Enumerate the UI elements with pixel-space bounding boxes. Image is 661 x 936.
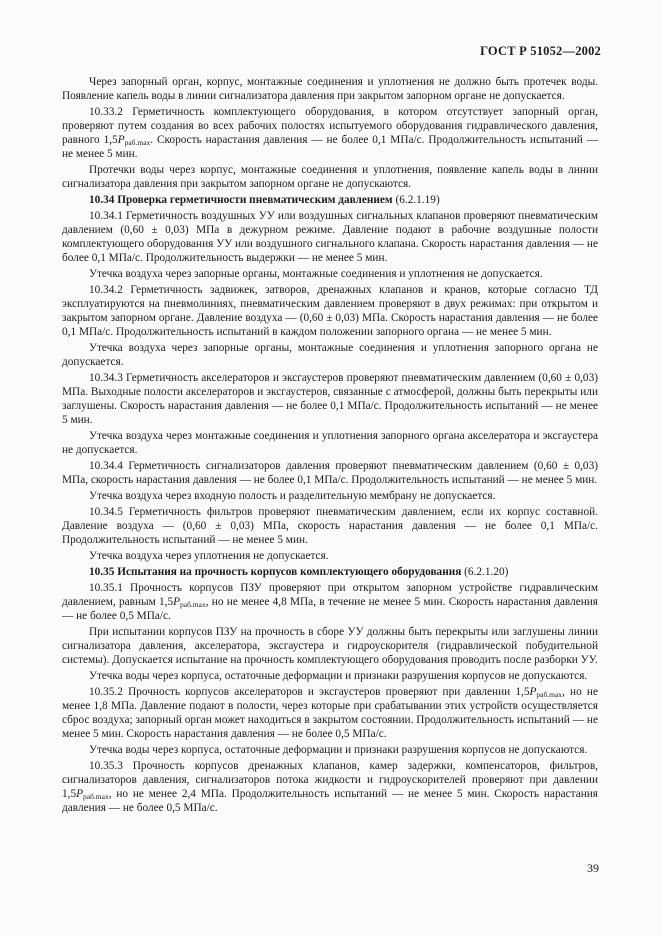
paragraph-leak-water-2: Утечка воды через корпуса, остаточные деформации и признаки разрушения корпусов не допускаются.: [89, 744, 588, 756]
paragraph-pzu-testing: При испытании корпусов ПЗУ на прочность в сборе УУ должны быть перекрыты или заглушены линии сигнализатора давления, акселератора, эксгаустера и гидроускорителя (гидравлической побудительной системы). Допускается испытание на прочность комплектующего оборудования проводить после разборки УУ.: [62, 626, 598, 666]
paragraph-leak-air-4: Утечка воздуха через входную полость и разделительную мембрану не допускается.: [89, 490, 496, 502]
paragraph-10-35-1-post: , но не менее 4,8 МПа, в течение не менее 5 мин. Скорость нарастания давления — не более 0,5 МПа/с.: [62, 596, 599, 622]
pressure-symbol: P: [529, 686, 537, 698]
paragraph-leak-air-2: Утечка воздуха через запорные органы, монтажные соединения и уплотнения запорного органа не допускается.: [62, 342, 598, 368]
paragraph-10-35-2-pre: 10.35.2 Прочность корпусов акселераторов и эксгаустеров проверяют при давлении 1,5: [89, 686, 530, 698]
section-10-35-heading: [62, 565, 598, 579]
paragraph-10-35-1: [62, 581, 598, 623]
pressure-subscript: раб.max: [83, 792, 109, 801]
paragraph-10-35-3-pre: 10.35.3 Прочность корпусов дренажных клапанов, камер задержки, компенсаторов, фильтров, сигнализаторов давления, сигнализаторов потока жидкости и гидроускорителей проверяют при давлении 1,5: [62, 760, 598, 800]
section-10-34-ref: (6.2.1.19): [395, 194, 440, 206]
section-10-34-title: 10.34 Проверка герметичности пневматическим давлением: [89, 194, 393, 206]
paragraph-10-34-1: 10.34.1 Герметичность воздушных УУ или воздушных сигнальных клапанов проверяют пневматическим давлением (0,60 ± 0,03) МПа в дежурном режиме. Давление подают в рабочие воздушные полости комплектующего оборудования УУ или воздушного сигнального клапана. Скорость нарастания давления — не более 0,1 МПа/с. Продолжительность выдержки — не менее 5 мин.: [62, 210, 598, 264]
paragraph-10-33-2: [62, 105, 598, 161]
paragraph-leak-water: Протечки воды через корпус, монтажные соединения и уплотнения, появление капель воды в линии сигнализатора давления при закрытом запорном органе не допускаются.: [62, 164, 598, 190]
pressure-symbol: P: [117, 134, 125, 146]
standard-header: ГОСТ Р 51052—2002: [480, 44, 601, 58]
paragraph-leak-water-1: Утечка воды через корпуса, остаточные деформации и признаки разрушения корпусов не допускаются.: [89, 670, 588, 682]
pressure-symbol: P: [76, 788, 84, 800]
paragraph-no-leaks: Через запорный орган, корпус, монтажные соединения и уплотнения не должно быть протечек воды. Появление капель воды в линии сигнализатора давления при закрытом запорном органе не допускается.: [62, 76, 598, 102]
paragraph-10-34-3: 10.34.3 Герметичность акселераторов и эксгаустеров проверяют пневматическим давлением (0,60 ± 0,03) МПа. Выходные полости акселераторов и эксгаустеров, связанные с атмосферой, должны быть перекрыты или заглушены. Скорость нарастания давления — не более 0,1 МПа/с. Продолжительность испытаний — не менее 5 мин.: [62, 372, 598, 426]
paragraph-10-35-1-pre: 10.35.1 Прочность корпусов ПЗУ проверяют при открытом запорном устройстве гидравлическим давлением, равным 1,5: [62, 582, 598, 608]
pressure-subscript: раб.max: [124, 138, 151, 147]
paragraph-10-34-4: 10.34.4 Герметичность сигнализаторов давления проверяют пневматическим давлением (0,60 ± 0,03) МПа, скорость нарастания давления — не более 0,1 МПа/с. Продолжительность испытаний — не менее 5 мин.: [62, 460, 598, 486]
paragraph-10-35-2: [62, 685, 598, 741]
pressure-subscript: раб.max: [180, 600, 206, 609]
paragraph-leak-air-5: Утечка воздуха через уплотнения не допускается.: [89, 550, 329, 562]
section-10-35-ref: (6.2.1.20): [464, 566, 509, 578]
paragraph-10-35-2-post: , но не менее 1,8 МПа. Давление подают в полости, через которые при срабатывании этих устройств осуществляется сброс воздуха; запорный орган может находиться в закрытом состоянии. Продолжительность испытаний — не менее 5 мин. Скорость нарастания давления — не более 0,5 МПа/с.: [62, 686, 598, 740]
paragraph-10-35-3: [62, 759, 598, 815]
paragraph-10-33-2-pre: 10.33.2 Герметичность комплектующего оборудования, в котором отсутствует запорный орган, проверяют путем создания во всех рабочих полостях испытуемого оборудования гидравлического давления, равного 1,5: [62, 106, 598, 146]
section-10-35-title: 10.35 Испытания на прочность корпусов комплектующего оборудования: [89, 566, 462, 578]
page-number: 39: [587, 861, 599, 875]
pressure-subscript: раб.max: [536, 690, 563, 699]
document-body: [62, 75, 598, 817]
pressure-symbol: P: [173, 596, 181, 608]
paragraph-leak-air-1: Утечка воздуха через запорные органы, монтажные соединения и уплотнения не допускается.: [89, 268, 543, 280]
paragraph-10-33-2-post: . Скорость нарастания давления — не более 0,1 МПа/с. Продолжительность испытаний — не менее 5 мин.: [62, 134, 598, 160]
paragraph-10-35-3-post: , но не менее 2,4 МПа. Продолжительность испытаний — не менее 5 мин. Скорость нарастания давления — не более 0,5 МПа/с.: [62, 788, 598, 814]
paragraph-10-34-5: 10.34.5 Герметичность фильтров проверяют пневматическим давлением, если их корпус составной. Давление воздуха — (0,60 ± 0,03) МПа, скорость нарастания давления — не более 0,1 МПа/с. Продолжительность испытаний — не менее 5 мин.: [62, 506, 598, 546]
paragraph-10-34-2: 10.34.2 Герметичность задвижек, затворов, дренажных клапанов и кранов, которые согласно ТД эксплуатируются на пневмолиниях, пневматическим давлением проверяют в двух режимах: при открытом и закрытом запорном органе. Давление воздуха — (0,60 ± 0,03) МПа. Скорость нарастания давления — не более 0,1 МПа/с. Продолжительность испытаний в каждом положении запорного органа — не менее 5 мин.: [62, 284, 598, 338]
section-10-34-heading: [62, 193, 598, 207]
paragraph-leak-air-3: Утечка воздуха через монтажные соединения и уплотнения запорного органа акселератора и эксгаустера не допускается.: [62, 430, 598, 456]
